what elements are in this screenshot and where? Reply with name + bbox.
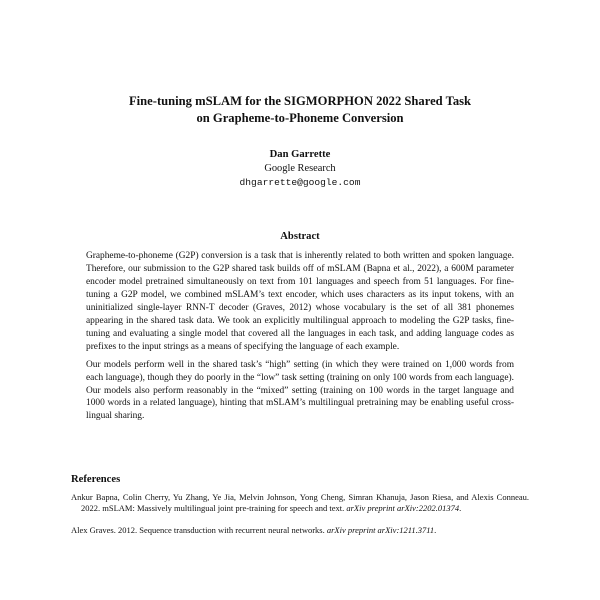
paper-title-line-2: on Grapheme-to-Phoneme Conversion bbox=[196, 110, 404, 125]
reference-end: . bbox=[459, 503, 462, 514]
reference-venue: arXiv preprint arXiv:2202.01374 bbox=[346, 503, 460, 514]
abstract-paragraph-2: Our models perform well in the shared task’s “high” setting (in which they were trained on 1,000 words from each language), though they do poorly in the “low” task setting (training on only 100 words from each language). Our models also perform reasonably in the “mixed” setting (training on 100 words in the target language and 1000 words in a related language), hinting that mSLAM’s multilingual pretraining may be enabling useful cross-lingual sharing. bbox=[86, 359, 514, 422]
references-list bbox=[71, 492, 529, 544]
reference-item bbox=[71, 492, 529, 514]
author-affiliation: Google Research bbox=[264, 162, 336, 174]
reference-text: Ankur Bapna, Colin Cherry, Yu Zhang, Ye Jia, Melvin Johnson, Yong Cheng, Simran Khanuja, Jason Riesa, and Alexis Conneau. 2022. mSLAM: Massively multilingual joint pre-training for speech and text. bbox=[71, 492, 529, 514]
author-email: dhgarrette@google.com bbox=[239, 177, 361, 188]
reference-end: . bbox=[434, 525, 437, 536]
paper-title-line-1: Fine-tuning mSLAM for the SIGMORPHON 2022 Shared Task bbox=[128, 94, 472, 108]
author-block bbox=[150, 148, 450, 190]
reference-text: Alex Graves. 2012. Sequence transduction with recurrent neural networks. bbox=[71, 525, 325, 536]
reference-item bbox=[71, 525, 529, 536]
paper-title bbox=[60, 93, 540, 126]
author-name: Dan Garrette bbox=[269, 149, 331, 160]
abstract-body bbox=[86, 250, 514, 428]
abstract-heading: Abstract bbox=[280, 231, 320, 242]
references-heading: References bbox=[71, 474, 121, 485]
abstract-paragraph-1: Grapheme-to-phoneme (G2P) conversion is a task that is inherently related to both written and spoken language. Therefore, our submission to the G2P shared task builds off of mSLAM (Bapna et al., 2022), a 600M parameter encoder model pretrained simultaneously on text from 101 languages and speech from 51 languages. For fine-tuning a G2P model, we combined mSLAM’s text encoder, which uses characters as its input tokens, with an uninitialized single-layer RNN-T decoder (Graves, 2012) whose vocabulary is the set of all 381 phonemes appearing in the shared task data. We took an explicitly multilingual approach to modeling the G2P tasks, fine-tuning and evaluating a single model that covered all the languages in each task, and adding language codes as prefixes to the input strings as a means of specifying the language of each example. bbox=[86, 251, 514, 352]
reference-venue: arXiv preprint arXiv:1211.3711 bbox=[326, 525, 435, 536]
